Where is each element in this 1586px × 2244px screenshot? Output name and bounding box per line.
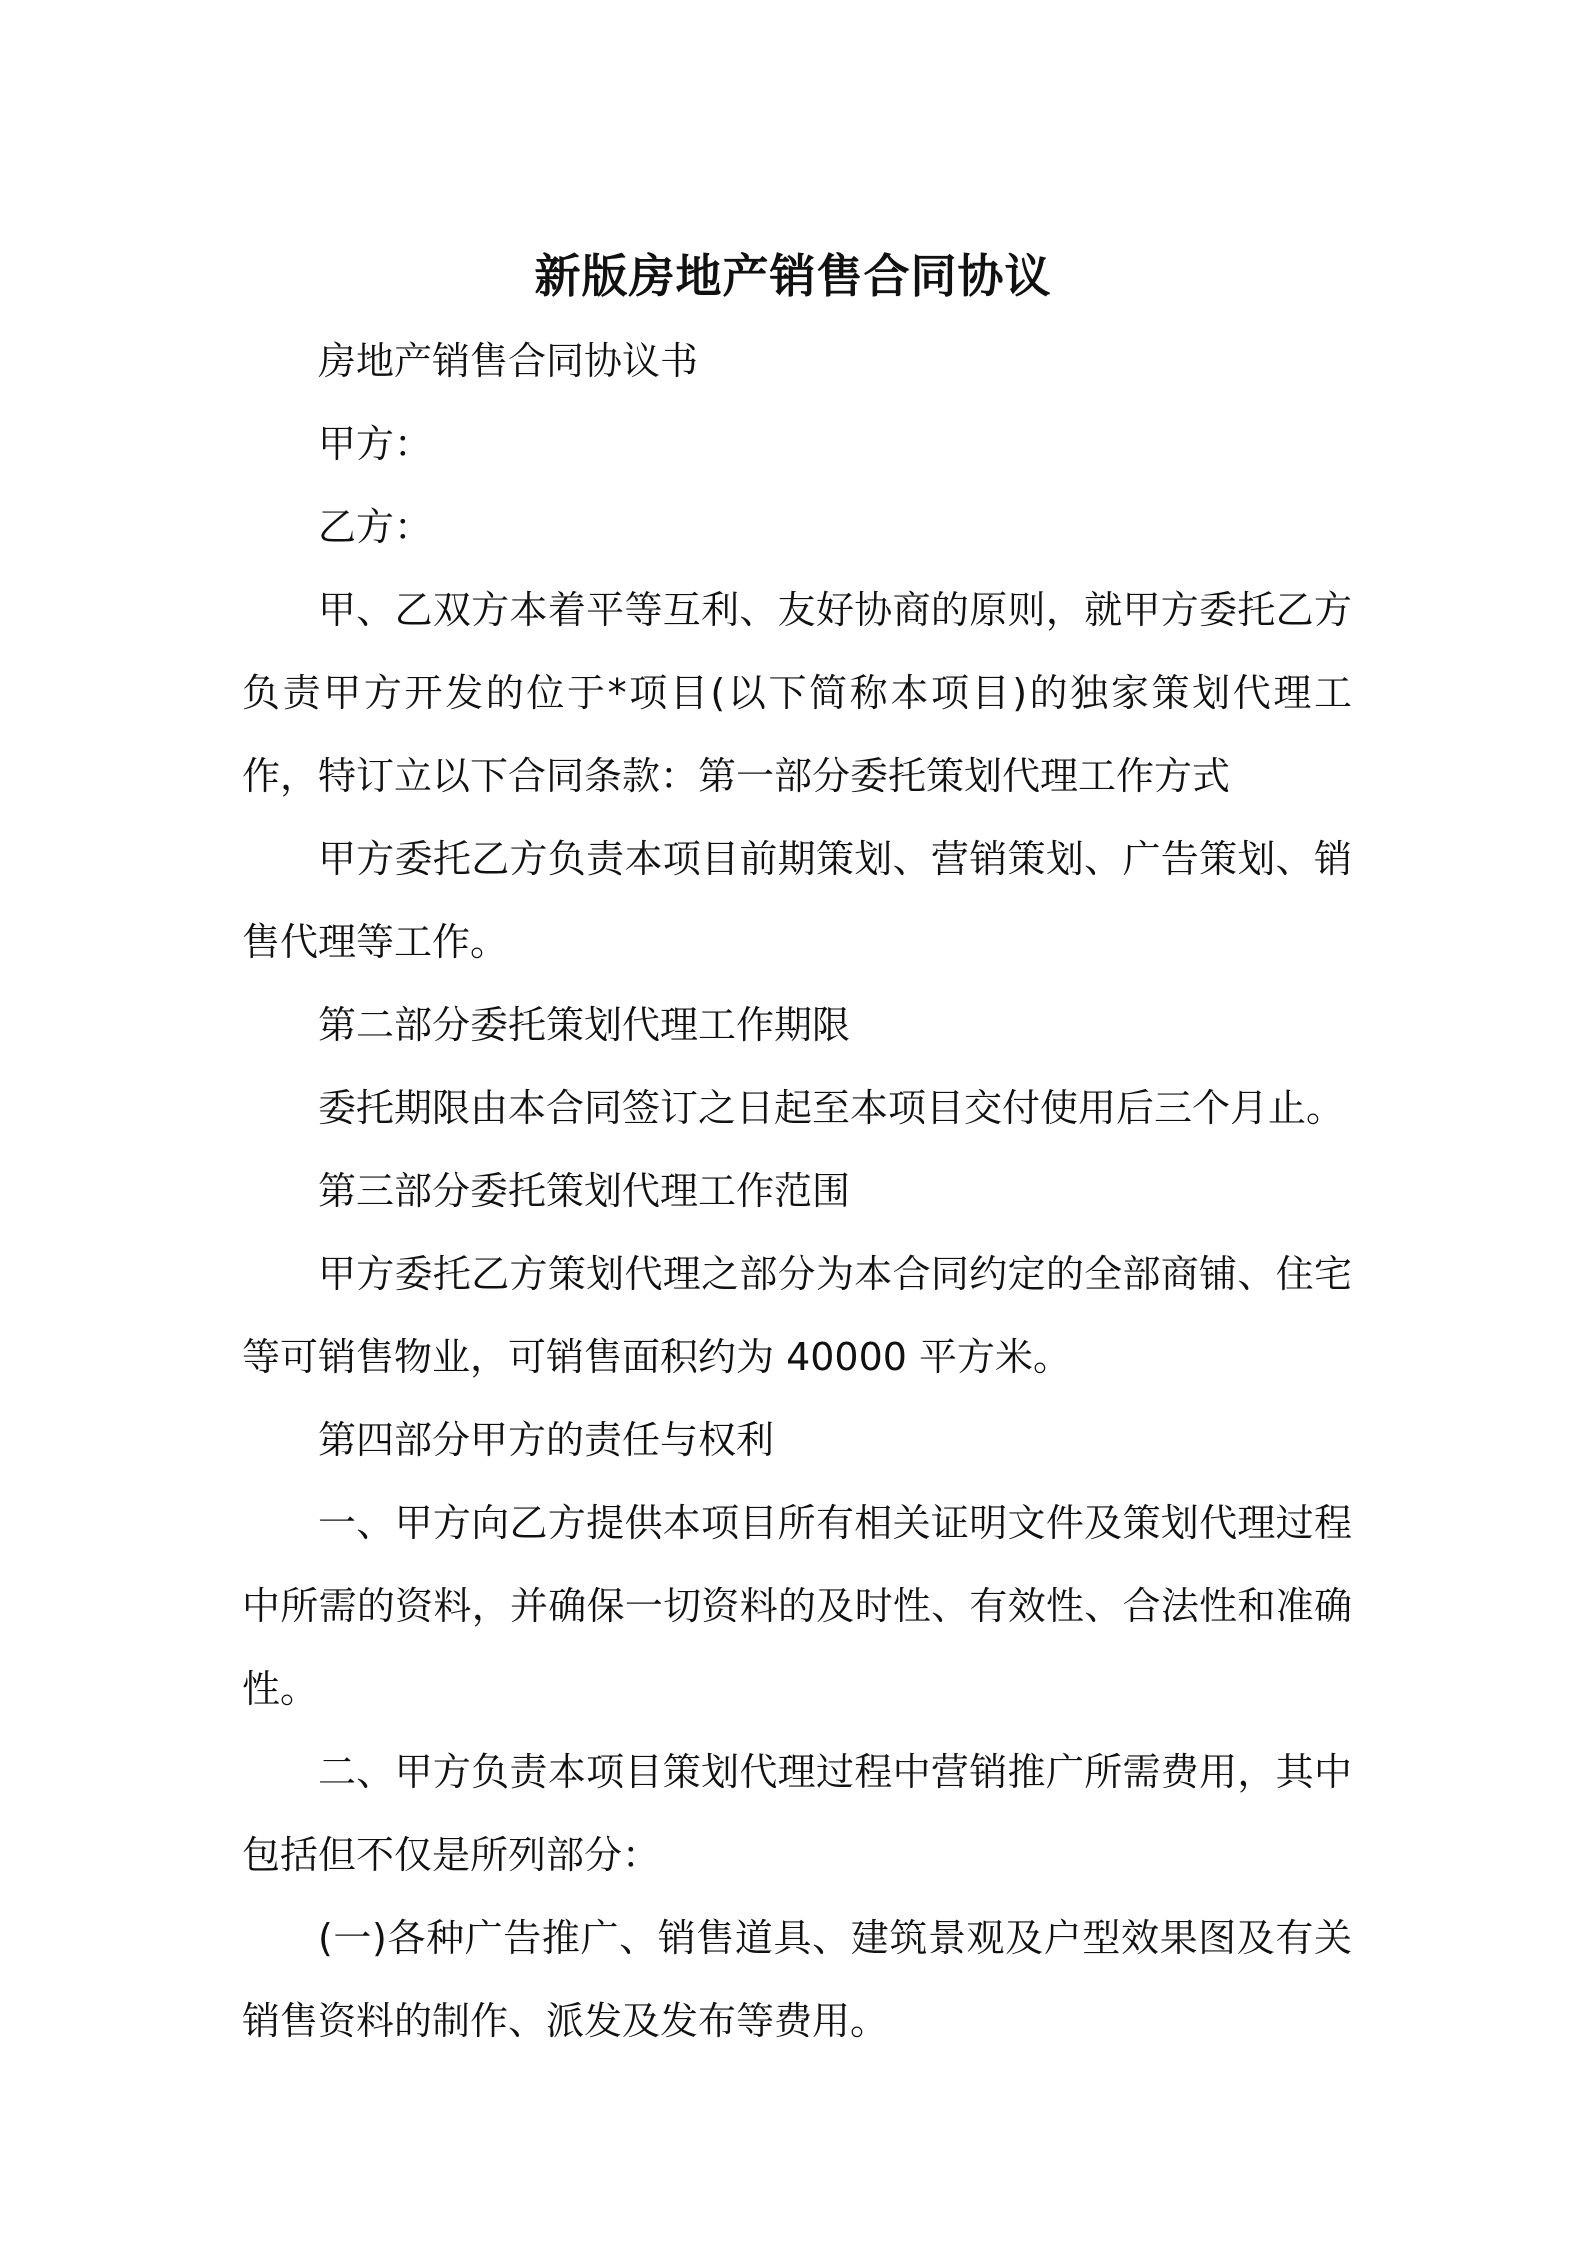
paragraph-party-b: 乙方： [318, 505, 433, 549]
paragraph-part-three-heading: 第三部分委托策划代理工作范围 [318, 1169, 851, 1213]
document-body [242, 320, 1352, 2063]
paragraph-scope: 甲方委托乙方策划代理之部分为本合同约定的全部商铺、住宅等可销售物业，可销售面积约为 40000 平方米。 [242, 1252, 1352, 1379]
paragraph-part-two-heading: 第二部分委托策划代理工作期限 [318, 1003, 851, 1047]
paragraph-preamble: 甲、乙双方本着平等互利、友好协商的原则，就甲方委托乙方负责甲方开发的位于*项目(以下简称本项目)的独家策划代理工作，特订立以下合同条款：第一部分委托策划代理工作方式 [242, 588, 1352, 798]
paragraph-sub-clause-one: (一)各种广告推广、销售道具、建筑景观及户型效果图及有关销售资料的制作、派发及发布等费用。 [242, 1916, 1352, 2043]
paragraph-term: 委托期限由本合同签订之日起至本项目交付使用后三个月止。 [318, 1086, 1345, 1130]
paragraph-work-method: 甲方委托乙方负责本项目前期策划、营销策划、广告策划、销售代理等工作。 [242, 837, 1352, 964]
paragraph-part-four-heading: 第四部分甲方的责任与权利 [318, 1418, 775, 1462]
document-title: 新版房地产销售合同协议 [534, 248, 1052, 303]
paragraph-clause-two: 二、甲方负责本项目策划代理过程中营销推广所需费用，其中包括但不仅是所列部分： [242, 1750, 1352, 1877]
paragraph-heading: 房地产销售合同协议书 [318, 339, 699, 383]
paragraph-clause-one: 一、甲方向乙方提供本项目所有相关证明文件及策划代理过程中所需的资料，并确保一切资料的及时性、有效性、合法性和准确性。 [242, 1501, 1352, 1711]
paragraph-party-a: 甲方： [318, 422, 433, 466]
